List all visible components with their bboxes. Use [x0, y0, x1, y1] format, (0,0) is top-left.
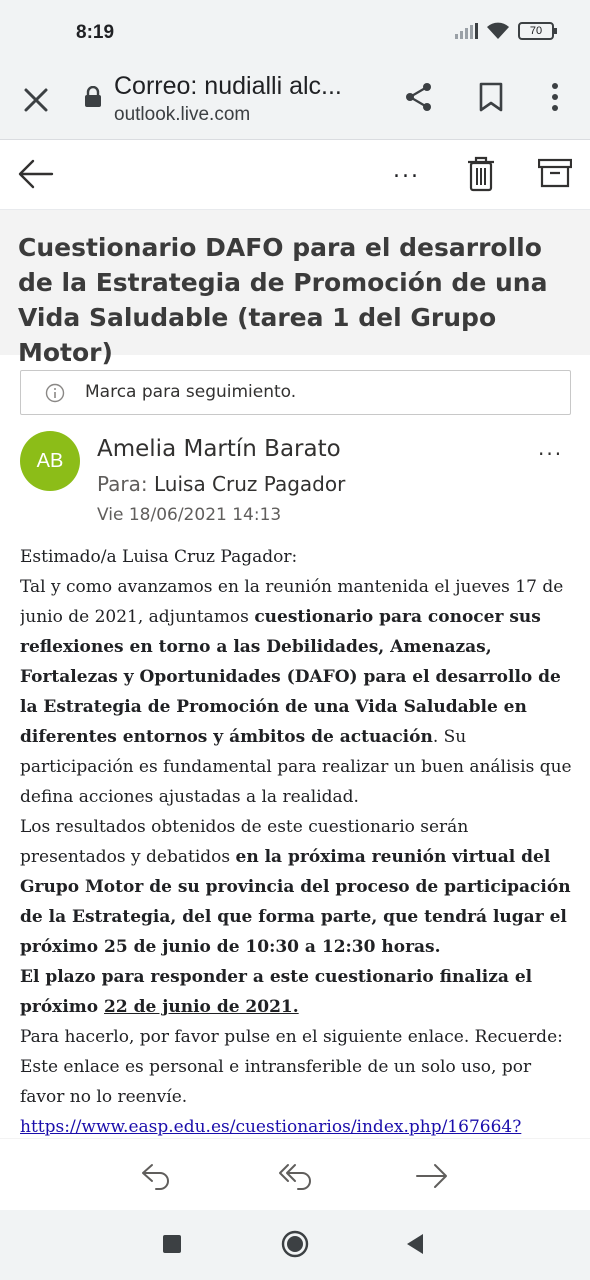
subject-area: [0, 210, 590, 367]
email-date: Vie 18/06/2021 14:13: [97, 505, 282, 525]
mail-toolbar: [0, 140, 590, 210]
nav-back-icon[interactable]: [405, 1233, 425, 1255]
forward-icon[interactable]: [415, 1161, 449, 1191]
status-bar: [0, 0, 590, 68]
paragraph-2: Los resultados obtenidos de este cuestionario serán presentados y debatidos en la próxima reunión virtual del Grupo Motor de su provincia del proceso de participación de la Estrategia, del que forma parte, que tendrá lugar el próximo 25 de junio de 10:30 a 12:30 horas.: [20, 817, 571, 957]
avatar[interactable]: AB: [20, 431, 80, 491]
flag-text: Marca para seguimiento.: [85, 382, 297, 402]
lock-icon: [84, 86, 102, 108]
status-time: 8:19: [76, 22, 115, 43]
home-icon[interactable]: [281, 1230, 309, 1258]
battery-icon: 70: [518, 22, 554, 40]
recipient-row: [97, 472, 345, 496]
flag-for-followup[interactable]: [20, 370, 571, 415]
recipient-name[interactable]: Luisa Cruz Pagador: [154, 472, 346, 496]
back-arrow-icon[interactable]: [18, 158, 54, 190]
message-more-button[interactable]: ...: [538, 436, 564, 460]
wifi-icon: [486, 22, 510, 40]
page-title[interactable]: Correo: nudialli alc...: [114, 72, 342, 100]
to-label: Para:: [97, 472, 148, 496]
link-row: [20, 1112, 575, 1138]
more-options-button[interactable]: ...: [393, 158, 420, 183]
email-subject: Cuestionario DAFO para el desarrollo de la Estrategia de Promoción de una Vida Saludable (tarea 1 del Grupo Motor): [18, 233, 548, 367]
archive-icon[interactable]: [538, 158, 572, 188]
share-icon[interactable]: [404, 82, 434, 112]
email-body: [20, 542, 575, 1138]
trash-icon[interactable]: [466, 156, 496, 192]
bottom-actions: [0, 1138, 590, 1210]
page-url[interactable]: outlook.live.com: [114, 104, 251, 125]
signal-icon: [455, 23, 478, 39]
status-icons: [455, 22, 554, 40]
paragraph-4: Para hacerlo, por favor pulse en el siguiente enlace. Recuerde: Este enlace es personal e intransferible de un solo uso, por favor no lo reenvíe.: [20, 1027, 563, 1107]
sender-name[interactable]: Amelia Martín Barato: [97, 436, 341, 462]
reply-all-icon[interactable]: [278, 1161, 314, 1191]
reply-icon[interactable]: [140, 1161, 172, 1191]
greeting: Estimado/a Luisa Cruz Pagador:: [20, 547, 298, 567]
more-vert-icon[interactable]: [545, 82, 565, 112]
paragraph-3: El plazo para responder a este cuestionario finaliza el próximo 22 de junio de 2021.: [20, 967, 533, 1017]
info-icon: [45, 383, 65, 403]
bookmark-icon[interactable]: [478, 82, 504, 112]
browser-bar: [0, 68, 590, 140]
nav-bar: [0, 1210, 590, 1280]
questionnaire-link[interactable]: https://www.easp.edu.es/cuestionarios/index.php/167664?: [20, 1117, 522, 1137]
close-icon[interactable]: [22, 86, 50, 114]
recent-apps-icon[interactable]: [163, 1235, 181, 1253]
paragraph-1: Tal y como avanzamos en la reunión mantenida el jueves 17 de junio de 2021, adjuntamos cuestionario para conocer sus reflexiones en torno a las Debilidades, Amenazas, Fortalezas y Oportunidades (DAFO) para el desarrollo de la Estrategia de Promoción de una Vida Saludable en diferentes entornos y ámbitos de actuación. Su participación es fundamental para realizar un buen análisis que defina acciones ajustadas a la realidad.: [20, 577, 572, 807]
